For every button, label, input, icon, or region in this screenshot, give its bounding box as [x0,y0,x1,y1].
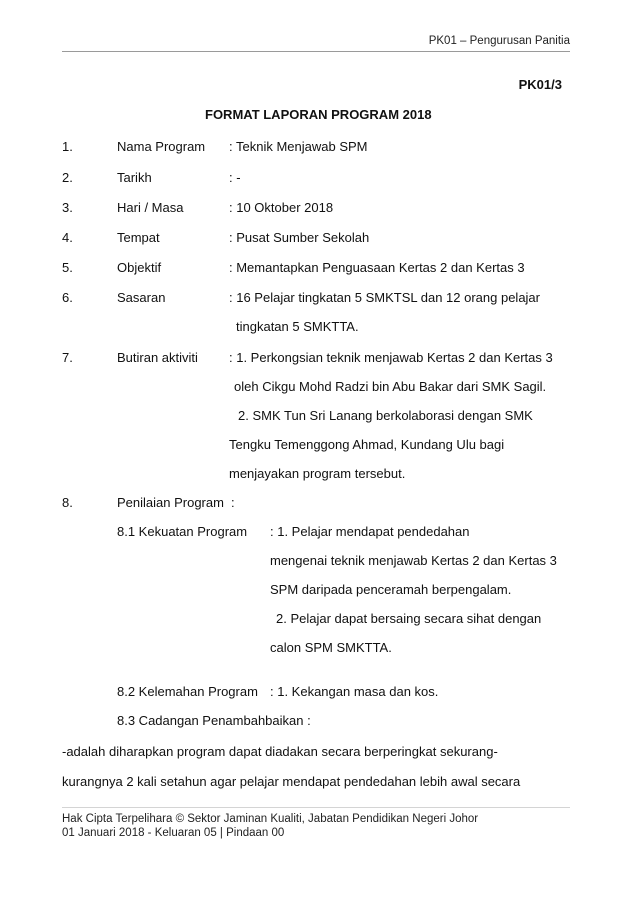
row-value: : Memantapkan Penguasaan Kertas 2 dan Kertas 3 [229,260,525,275]
subsection-value-continuation: mengenai teknik menjawab Kertas 2 dan Kertas 3 [270,553,557,568]
row-number: 3. [62,200,73,215]
row-number: 6. [62,290,73,305]
paragraph-line: -adalah diharapkan program dapat diadakan secara berperingkat sekurang- [62,744,498,759]
row-number: 5. [62,260,73,275]
subsection-label: 8.3 Cadangan Penambahbaikan : [117,713,311,728]
subsection-value: : 1. Pelajar mendapat pendedahan [270,524,470,539]
row-label: Objektif [117,260,162,275]
row-label: Hari / Masa [117,200,184,215]
row-label: Sasaran [117,290,166,305]
row-value-continuation: tingkatan 5 SMKTTA. [236,319,359,334]
row-value: : 1. Perkongsian teknik menjawab Kertas 2 dan Kertas 3 [229,350,553,365]
running-header: PK01 – Pengurusan Panitia [428,35,570,47]
row-label: Butiran aktiviti [117,350,198,365]
subsection-value-continuation: calon SPM SMKTTA. [270,640,392,655]
row-number: 7. [62,350,73,365]
row-value: : 10 Oktober 2018 [229,200,334,215]
row-number: 2. [62,170,73,185]
subsection-value: : 1. Kekangan masa dan kos. [270,684,439,699]
subsection-value-continuation: SPM daripada penceramah berpengalam. [270,582,512,597]
row-value: : [231,495,235,510]
row-value-continuation: menjayakan program tersebut. [229,466,406,481]
row-value-continuation: oleh Cikgu Mohd Radzi bin Abu Bakar dari SMK Sagil. [234,379,547,394]
row-number: 8. [62,495,73,510]
footer-copyright: Hak Cipta Terpelihara © Sektor Jaminan Kualiti, Jabatan Pendidikan Negeri Johor [62,813,479,825]
footer-rule [62,807,570,808]
row-number: 4. [62,230,73,245]
row-label: Tarikh [117,170,152,185]
header-rule [62,51,570,52]
row-value: : Pusat Sumber Sekolah [229,230,370,245]
row-value: : 16 Pelajar tingkatan 5 SMKTSL dan 12 orang pelajar [229,290,540,305]
row-label: Penilaian Program [117,495,224,510]
row-value: : - [229,170,241,185]
row-number: 1. [62,139,73,154]
paragraph-line: kurangnya 2 kali setahun agar pelajar mendapat pendedahan lebih awal secara [62,774,521,789]
row-label: Tempat [117,230,160,245]
row-value-continuation: Tengku Temenggong Ahmad, Kundang Ulu bagi [229,437,505,452]
subsection-label: 8.2 Kelemahan Program [117,684,258,699]
document-title: FORMAT LAPORAN PROGRAM 2018 [205,107,432,122]
row-value-continuation: 2. SMK Tun Sri Lanang berkolaborasi dengan SMK [238,408,533,423]
footer-version: 01 Januari 2018 - Keluaran 05 | Pindaan 00 [62,827,285,839]
row-value: : Teknik Menjawab SPM [229,139,368,154]
row-label: Nama Program [117,139,206,154]
subsection-value-continuation: 2. Pelajar dapat bersaing secara sihat dengan [276,611,542,626]
subsection-label: 8.1 Kekuatan Program [117,524,248,539]
document-code: PK01/3 [518,77,562,92]
